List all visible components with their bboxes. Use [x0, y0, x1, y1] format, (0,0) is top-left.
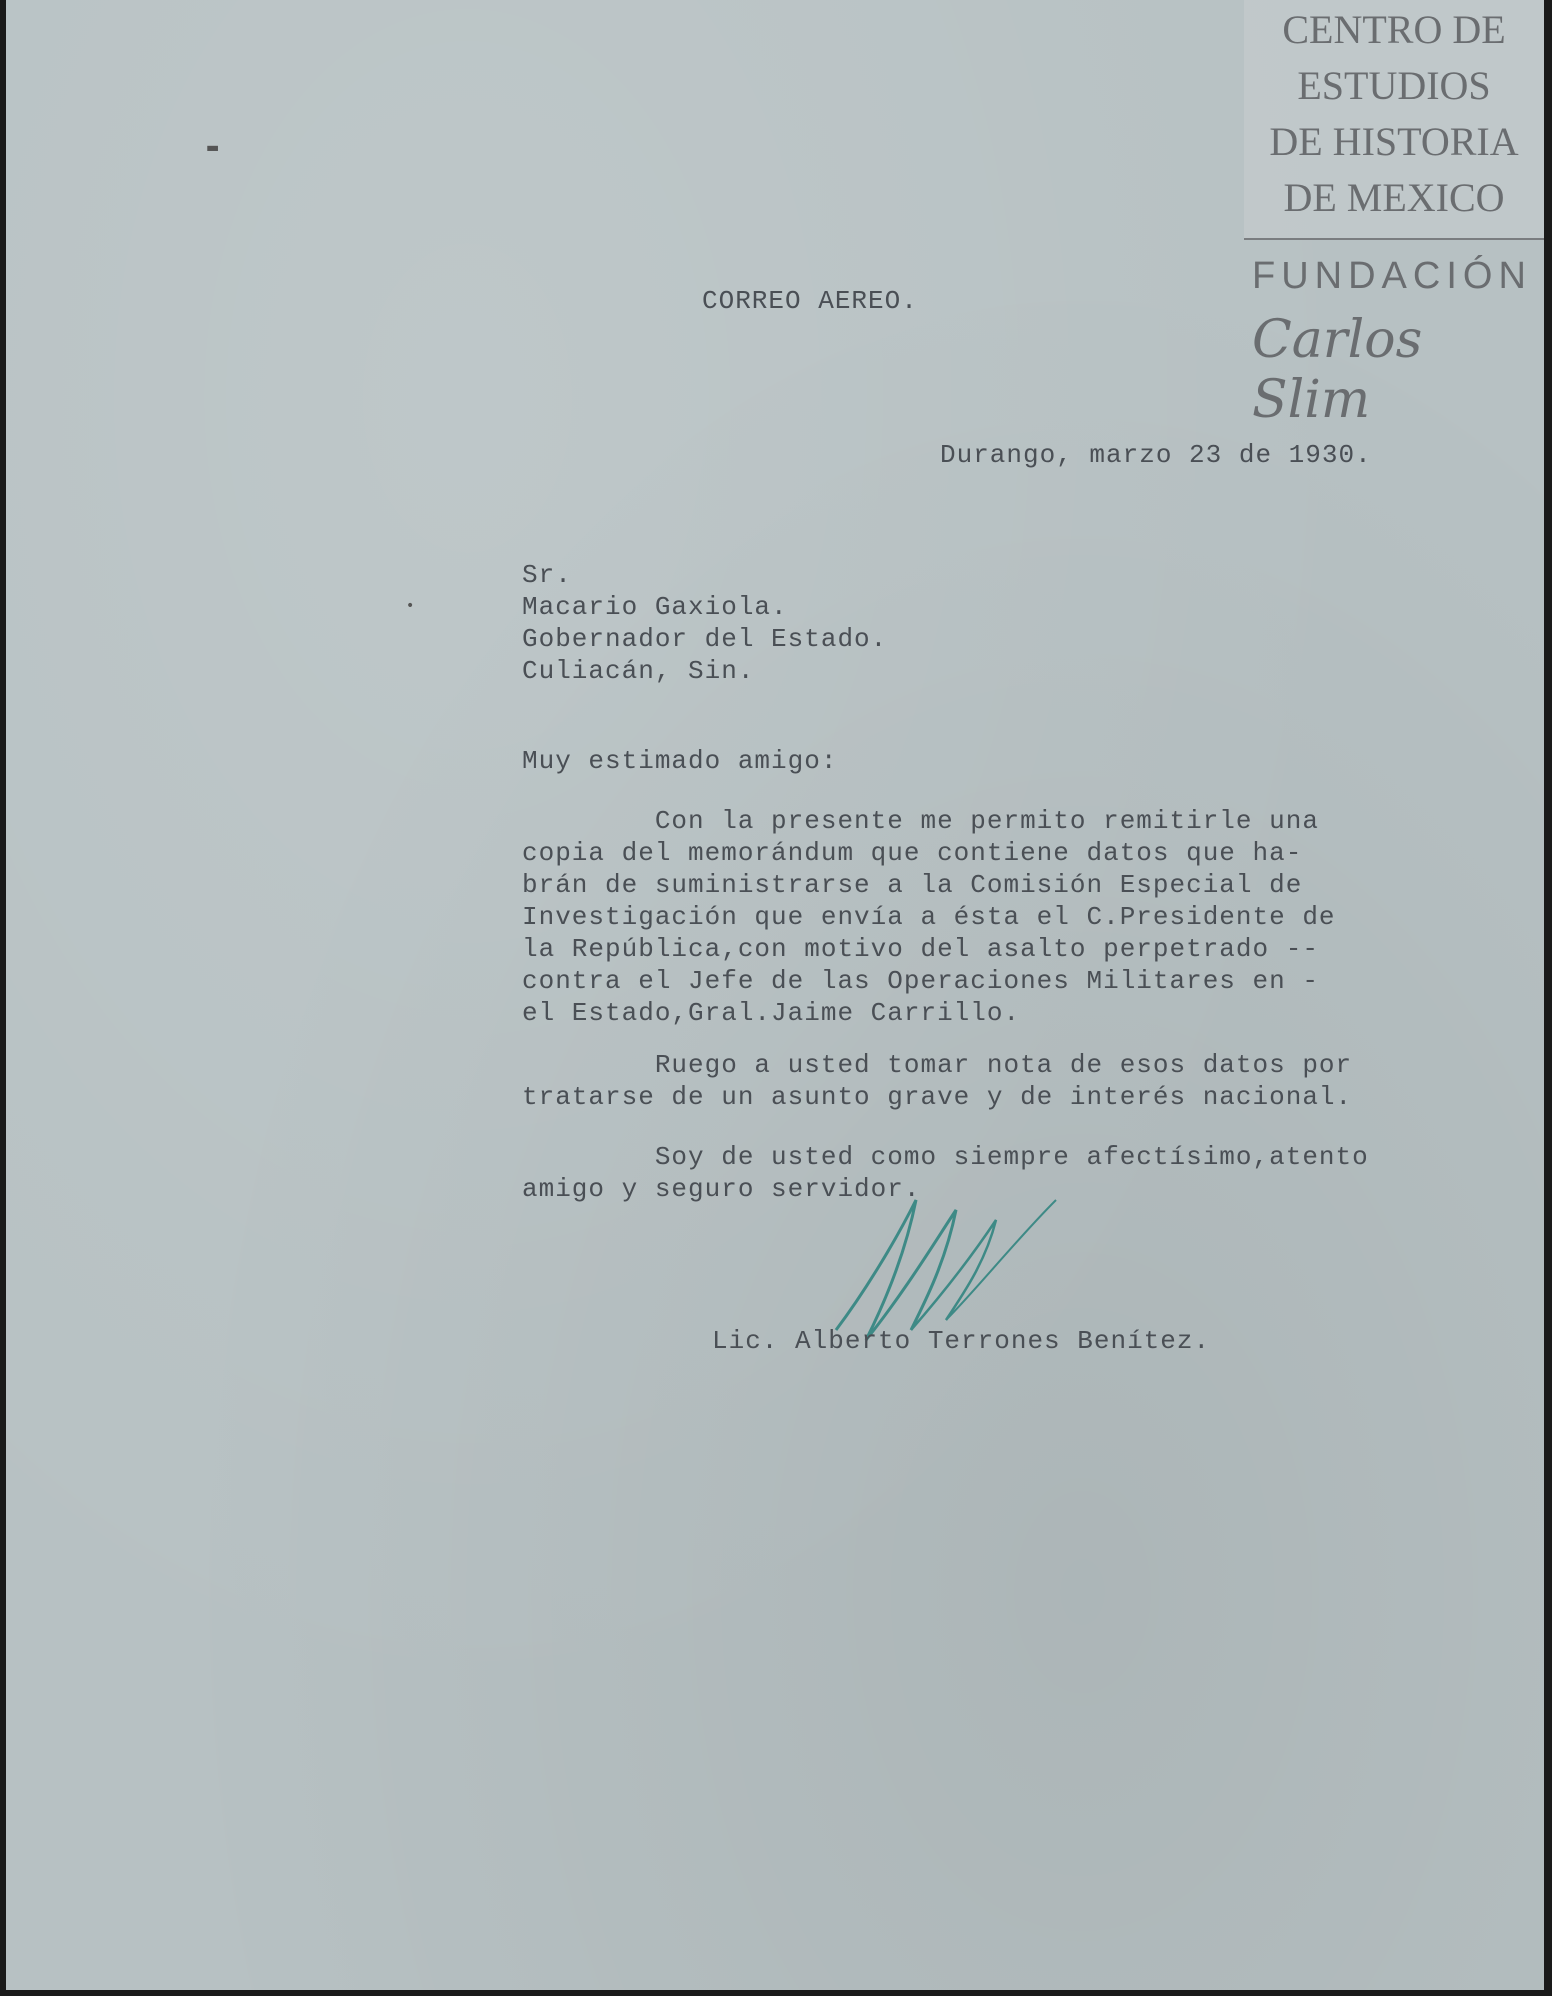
body2-line: tratarse de un asunto grave y de interés nacional. [522, 1082, 1353, 1112]
body-line: brán de suministrarse a la Comisión Especial de [522, 870, 1303, 900]
stamp-line-4: DE MEXICO [1283, 175, 1505, 220]
letter-date: Durango, marzo 23 de 1930. [940, 440, 1372, 470]
carlos-slim-logo: Carlos Slim [1252, 310, 1423, 430]
body-line: la República,con motivo del asalto perpetrado -- [522, 934, 1319, 964]
letter-page [6, 0, 1544, 1990]
stamp-line-3: DE HISTORIA [1269, 119, 1519, 164]
margin-mark: ▬ [206, 140, 220, 156]
body2-line: Ruego a usted tomar nota de esos datos por [522, 1050, 1353, 1080]
recipient-line-1: Sr. [522, 560, 572, 590]
body-line: contra el Jefe de las Operaciones Militares en - [522, 966, 1319, 996]
handwritten-signature [826, 1180, 1066, 1350]
recipient-line-3: Gobernador del Estado. [522, 624, 888, 654]
stamp-line-2: ESTUDIOS [1297, 63, 1491, 108]
body-line: el Estado,Gral.Jaime Carrillo. [522, 998, 1021, 1028]
margin-mark: • [406, 598, 415, 614]
stamp-line-1: CENTRO DE [1282, 7, 1506, 52]
closing-line: amigo y seguro servidor. [522, 1174, 921, 1204]
stamp-divider [1244, 238, 1544, 240]
recipient-line-4: Culiacán, Sin. [522, 656, 755, 686]
header-correo-aereo: CORREO AEREO. [702, 286, 918, 316]
signatory-name: Lic. Alberto Terrones Benítez. [712, 1326, 1211, 1356]
body-line: Con la presente me permito remitirle una [522, 806, 1319, 836]
recipient-line-2: Macario Gaxiola. [522, 592, 788, 622]
body-line: copia del memorándum que contiene datos que ha- [522, 838, 1303, 868]
body-line: Investigación que envía a ésta el C.Presidente de [522, 902, 1336, 932]
fundacion-label: FUNDACIÓN [1252, 255, 1532, 297]
closing-line: Soy de usted como siempre afectísimo,atento [522, 1142, 1369, 1172]
salutation: Muy estimado amigo: [522, 746, 838, 776]
